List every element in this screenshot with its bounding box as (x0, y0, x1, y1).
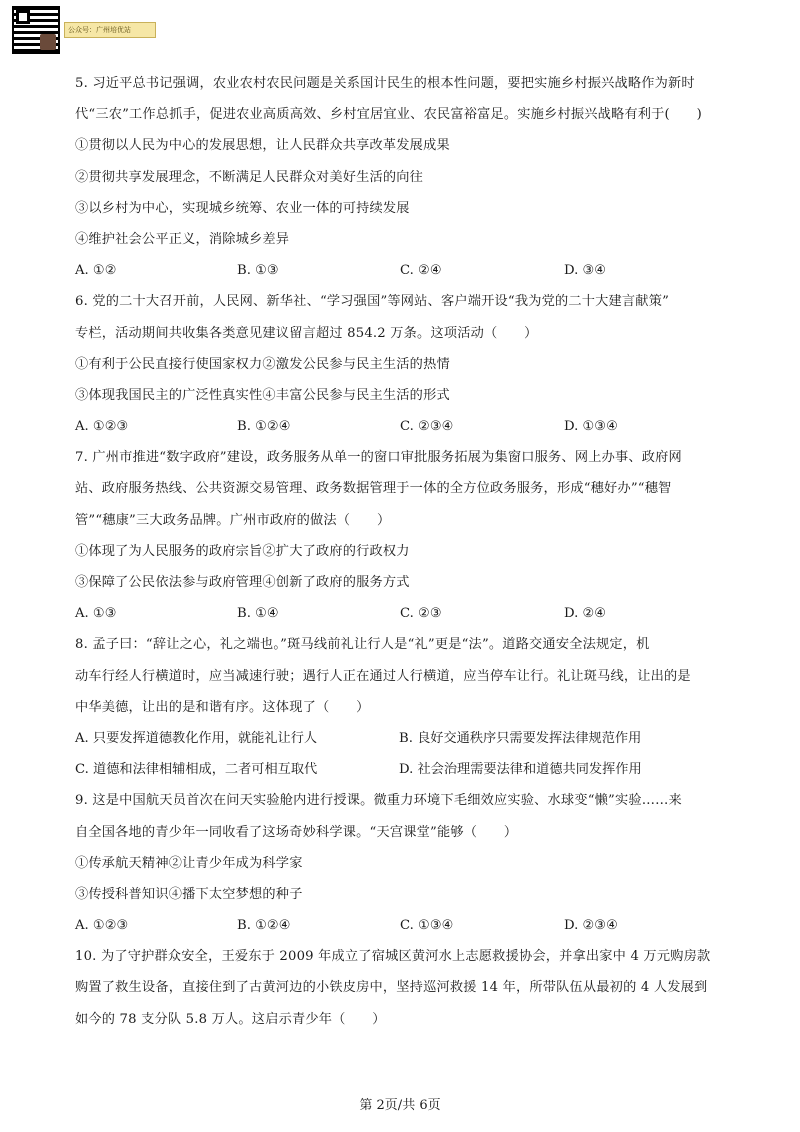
question-5 (75, 68, 735, 286)
option-d: D. ③④ (564, 263, 607, 279)
qr-code-icon (12, 6, 60, 54)
option-c: C. ①③④ (400, 918, 454, 934)
exam-content (75, 68, 735, 1035)
question-line: 如今的 78 支分队 5.8 万人。这启示青少年（ ） (75, 1011, 386, 1027)
option-b: B. ①④ (237, 606, 279, 622)
question-line: 自全国各地的青少年一同收看了这场奇妙科学课。“天宫课堂”能够（ ） (75, 824, 518, 840)
option-d: D. ①③④ (564, 419, 618, 435)
options-row (75, 598, 735, 629)
statement-line: ②贯彻共享发展理念，不断满足人民群众对美好生活的向往 (75, 169, 424, 185)
question-line: 5. 习近平总书记强调，农业农村农民问题是关系国计民生的根本性问题，要把实施乡村振兴战略作为新时 (75, 76, 695, 91)
statement-line: ③以乡村为中心，实现城乡统筹、农业一体的可持续发展 (75, 200, 410, 216)
option-a: A. 只要发挥道德教化作用，就能礼让行人 (75, 730, 318, 746)
question-line: 6. 党的二十大召开前，人民网、新华社、“学习强国”等网站、客户端开设“我为党的二十大建言献策” (75, 294, 670, 310)
option-a: A. ①②③ (75, 918, 129, 934)
statement-line: ①贯彻以人民为中心的发展思想，让人民群众共享改革发展成果 (75, 138, 450, 154)
question-line: 管”“穗康”三大政务品牌。广州市政府的做法（ ） (75, 512, 391, 528)
options-row (75, 255, 735, 286)
statement-line: ①传承航天精神②让青少年成为科学家 (75, 855, 303, 871)
question-7 (75, 442, 735, 629)
question-8 (75, 629, 735, 785)
option-b: B. 良好交通秩序只需要发挥法律规范作用 (399, 730, 642, 746)
question-line: 中华美德，让出的是和谐有序。这体现了（ ） (75, 699, 370, 715)
option-a: A. ①② (75, 263, 117, 279)
question-line: 9. 这是中国航天员首次在问天实验舱内进行授课。微重力环境下毛细效应实验、水球变“懒”实验……来 (75, 793, 682, 809)
statement-line: ①有利于公民直接行使国家权力②激发公民参与民主生活的热情 (75, 356, 450, 372)
option-d: D. 社会治理需要法律和道德共同发挥作用 (399, 762, 642, 778)
question-9 (75, 785, 735, 941)
option-c: C. ②③④ (400, 419, 454, 435)
option-c: C. 道德和法律相辅相成，二者可相互取代 (75, 762, 318, 778)
question-line: 8. 孟子曰：“辞让之心，礼之端也。”斑马线前礼让行人是“礼”更是“法”。道路交通安全法规定，机 (75, 637, 650, 653)
statement-line: ④维护社会公平正义，消除城乡差异 (75, 231, 290, 247)
option-b: B. ①②④ (237, 918, 291, 934)
question-line: 站、政府服务热线、公共资源交易管理、政务数据管理于一体的全方位政务服务，形成“穗好办”“穗智 (75, 481, 672, 497)
option-d: D. ②③④ (564, 918, 618, 934)
account-badge: 公众号：广州培优站 (64, 22, 156, 38)
options-row (75, 754, 735, 785)
question-line: 专栏，活动期间共收集各类意见建议留言超过 854.2 万条。这项活动（ ） (75, 325, 538, 341)
option-c: C. ②③ (400, 606, 442, 622)
question-line: 7. 广州市推进“数字政府”建设，政务服务从单一的窗口审批服务拓展为集窗口服务、网上办事、政府网 (75, 450, 682, 466)
option-a: A. ①②③ (75, 419, 129, 435)
question-line: 动车行经人行横道时，应当减速行驶；遇行人正在通过人行横道，应当停车让行。礼让斑马线，让出的是 (75, 668, 691, 684)
option-c: C. ②④ (400, 263, 442, 279)
option-d: D. ②④ (564, 606, 607, 622)
option-b: B. ①②④ (237, 419, 291, 435)
option-a: A. ①③ (75, 606, 117, 622)
question-line: 代“三农”工作总抓手，促进农业高质高效、乡村宜居宜业、农民富裕富足。实施乡村振兴战略有利于( ) (75, 107, 703, 123)
statement-line: ①体现了为人民服务的政府宗旨②扩大了政府的行政权力 (75, 543, 410, 559)
question-line: 10. 为了守护群众安全，王爱东于 2009 年成立了宿城区黄河水上志愿救援协会，并拿出家中 4 万元购房款 (75, 949, 711, 965)
question-line: 购置了救生设备，直接住到了古黄河边的小铁皮房中，坚持巡河救援 14 年，所带队伍从最初的 4 人发展到 (75, 980, 708, 996)
page-number: 第 2页/共 6页 (359, 1098, 441, 1113)
statement-line: ③保障了公民依法参与政府管理④创新了政府的服务方式 (75, 575, 410, 590)
question-6 (75, 286, 735, 442)
question-10 (75, 941, 735, 1035)
options-row (75, 723, 735, 754)
option-b: B. ①③ (237, 263, 279, 279)
statement-line: ③体现我国民主的广泛性真实性④丰富公民参与民主生活的形式 (75, 387, 450, 403)
options-row (75, 411, 735, 442)
options-row (75, 910, 735, 941)
statement-line: ③传授科普知识④播下太空梦想的种子 (75, 886, 303, 902)
